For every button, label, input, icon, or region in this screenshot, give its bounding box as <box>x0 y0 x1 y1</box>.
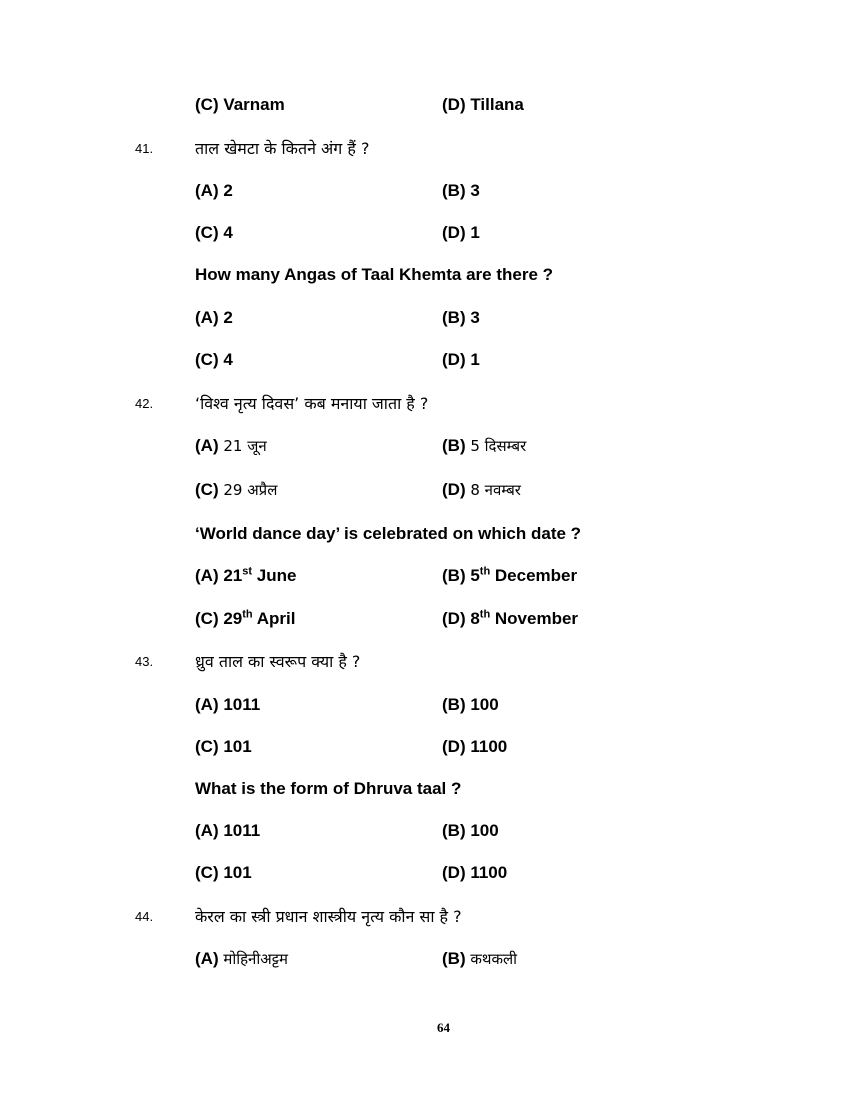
option-c: (C) 29th April <box>195 608 296 628</box>
option-b: (B) 5 दिसम्बर <box>442 436 527 455</box>
option-a: (A) 21st June <box>195 565 297 585</box>
option-c: (C) 29 अप्रैल <box>195 480 278 499</box>
question-text-english: ‘World dance day’ is celebrated on which date ? <box>195 524 582 543</box>
option-a: (A) 1011 <box>195 695 261 714</box>
question-number: 42. <box>135 396 154 411</box>
question-text-english: What is the form of Dhruva taal ? <box>195 779 462 798</box>
option-a: (A) मोहिनीअट्टम <box>195 949 289 968</box>
question-text-hindi: केरल का स्त्री प्रधान शास्त्रीय नृत्य कौन सा है ? <box>195 907 462 926</box>
option-c: (C) Varnam <box>195 95 285 114</box>
option-b: (B) 5th December <box>442 565 578 585</box>
option-a: (A) 21 जून <box>195 436 267 455</box>
option-d: (D) 8 नवम्बर <box>442 480 521 499</box>
question-number: 43. <box>135 654 154 669</box>
option-a: (A) 2 <box>195 308 233 327</box>
option-b: (B) 100 <box>442 821 499 840</box>
option-b: (B) कथकली <box>442 949 518 968</box>
option-d: (D) 8th November <box>442 608 579 628</box>
option-b: (B) 3 <box>442 308 480 327</box>
option-b: (B) 3 <box>442 181 480 200</box>
page-number: 64 <box>437 1020 450 1035</box>
option-d: (D) 1 <box>442 350 480 369</box>
option-c: (C) 101 <box>195 737 252 756</box>
option-b: (B) 100 <box>442 695 499 714</box>
option-d: (D) 1 <box>442 223 480 242</box>
question-number: 41. <box>135 141 154 156</box>
option-a: (A) 2 <box>195 181 233 200</box>
option-c: (C) 101 <box>195 863 252 882</box>
question-text-hindi: ताल खेमटा के कितने अंग हैं ? <box>195 139 370 158</box>
question-text-english: How many Angas of Taal Khemta are there ? <box>195 265 554 284</box>
option-c: (C) 4 <box>195 223 233 242</box>
question-text-hindi: ‘विश्व नृत्य दिवस’ कब मनाया जाता है ? <box>195 394 429 413</box>
option-a: (A) 1011 <box>195 821 261 840</box>
option-d: (D) 1100 <box>442 863 508 882</box>
option-c: (C) 4 <box>195 350 233 369</box>
question-number: 44. <box>135 909 154 924</box>
question-text-hindi: ध्रुव ताल का स्वरूप क्या है ? <box>195 652 361 671</box>
option-d: (D) 1100 <box>442 737 508 756</box>
option-d: (D) Tillana <box>442 95 524 114</box>
